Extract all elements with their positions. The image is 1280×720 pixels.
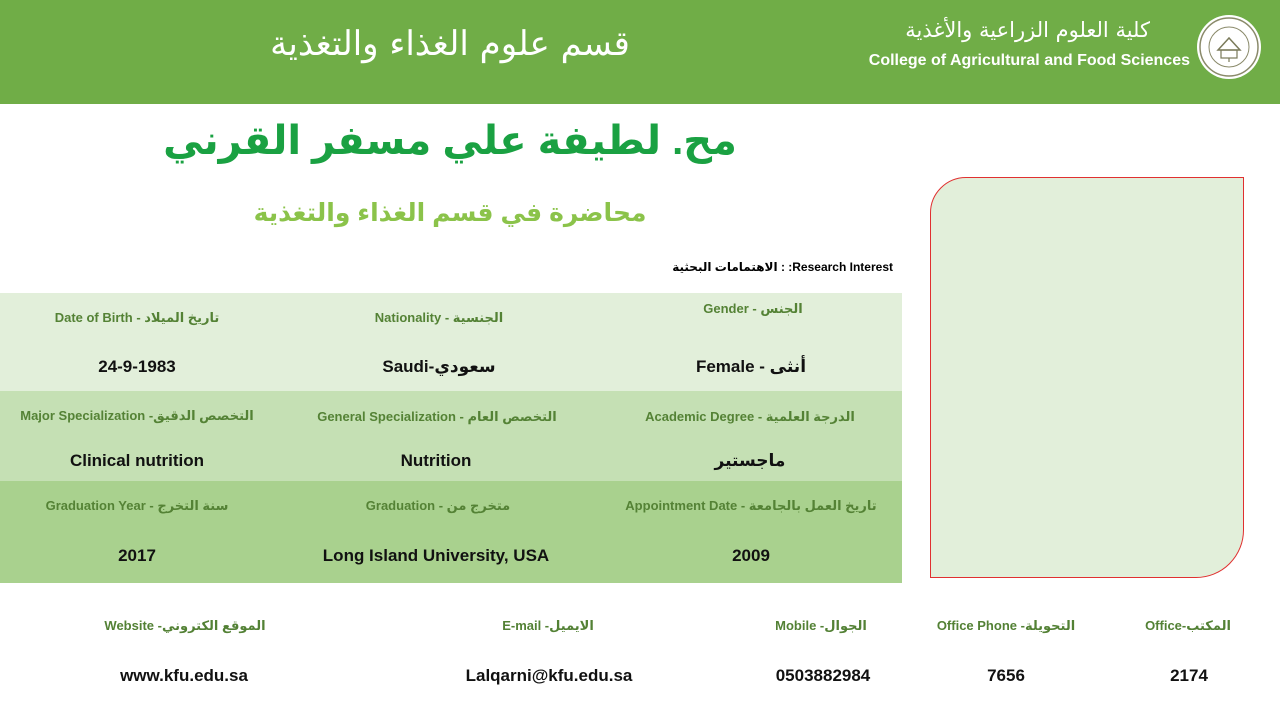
mobile-value: 0503882984 xyxy=(775,666,871,685)
faculty-name: مح. لطيفة علي مسفر القرني xyxy=(163,119,737,163)
department-title: قسم علوم الغذاء والتغذية xyxy=(270,24,630,64)
faculty-position: محاضرة في قسم الغذاء والتغذية xyxy=(253,199,647,227)
header-banner xyxy=(0,0,1280,104)
graduation-year-label: Graduation Year - سنة التخرج xyxy=(45,498,229,513)
website-link[interactable]: www.kfu.edu.sa xyxy=(120,666,248,685)
website-label: Website -الموقع الكتروني xyxy=(104,618,266,633)
major-specialization-value: Clinical nutrition xyxy=(69,451,205,470)
mobile-label: Mobile -الجوال xyxy=(775,618,867,633)
gender-label: Gender - الجنس xyxy=(703,301,803,316)
academic-degree-label: Academic Degree - الدرجة العلمية xyxy=(645,409,855,424)
info-row-personal xyxy=(0,293,902,391)
college-name-arabic: كلية العلوم الزراعية والأغذية xyxy=(905,18,1150,42)
graduation-year-value: 2017 xyxy=(118,546,156,565)
info-row-graduation xyxy=(0,481,902,583)
graduation-label: Graduation - متخرج من xyxy=(365,498,511,513)
major-specialization-label: Major Specialization -التخصص الدقيق xyxy=(20,408,254,423)
dob-label: Date of Birth - تاريخ الميلاد xyxy=(54,310,220,325)
office-value: 2174 xyxy=(1170,666,1208,685)
general-specialization-value: Nutrition xyxy=(400,451,472,470)
office-phone-value: 7656 xyxy=(987,666,1025,685)
email-link[interactable]: Lalqarni@kfu.edu.sa xyxy=(465,666,633,685)
appointment-date-label: Appointment Date - تاريخ العمل بالجامعة xyxy=(625,498,877,513)
nationality-value: Saudi-سعودي xyxy=(382,357,496,376)
email-label: E-mail -الايميل xyxy=(502,618,594,633)
appointment-date-value: 2009 xyxy=(732,546,770,565)
info-row-academic xyxy=(0,391,902,481)
photo-frame xyxy=(930,177,1244,578)
academic-degree-value: ماجستير xyxy=(714,451,786,470)
dob-value: 24-9-1983 xyxy=(98,357,176,376)
general-specialization-label: General Specialization - التخصص العام xyxy=(317,409,557,424)
university-seal-icon xyxy=(1196,14,1262,80)
office-phone-label: Office Phone -التحويلة xyxy=(936,618,1076,633)
research-interest-label: الاهتمامات البحثية : :Research Interest xyxy=(672,260,893,274)
nationality-label: Nationality - الجنسية xyxy=(374,310,504,325)
gender-value: Female - أنثى xyxy=(695,357,807,376)
graduation-value: Long Island University, USA xyxy=(322,546,550,565)
office-label: Office-المكتب xyxy=(1145,618,1231,633)
college-name-english: College of Agricultural and Food Sciences xyxy=(868,52,1190,69)
